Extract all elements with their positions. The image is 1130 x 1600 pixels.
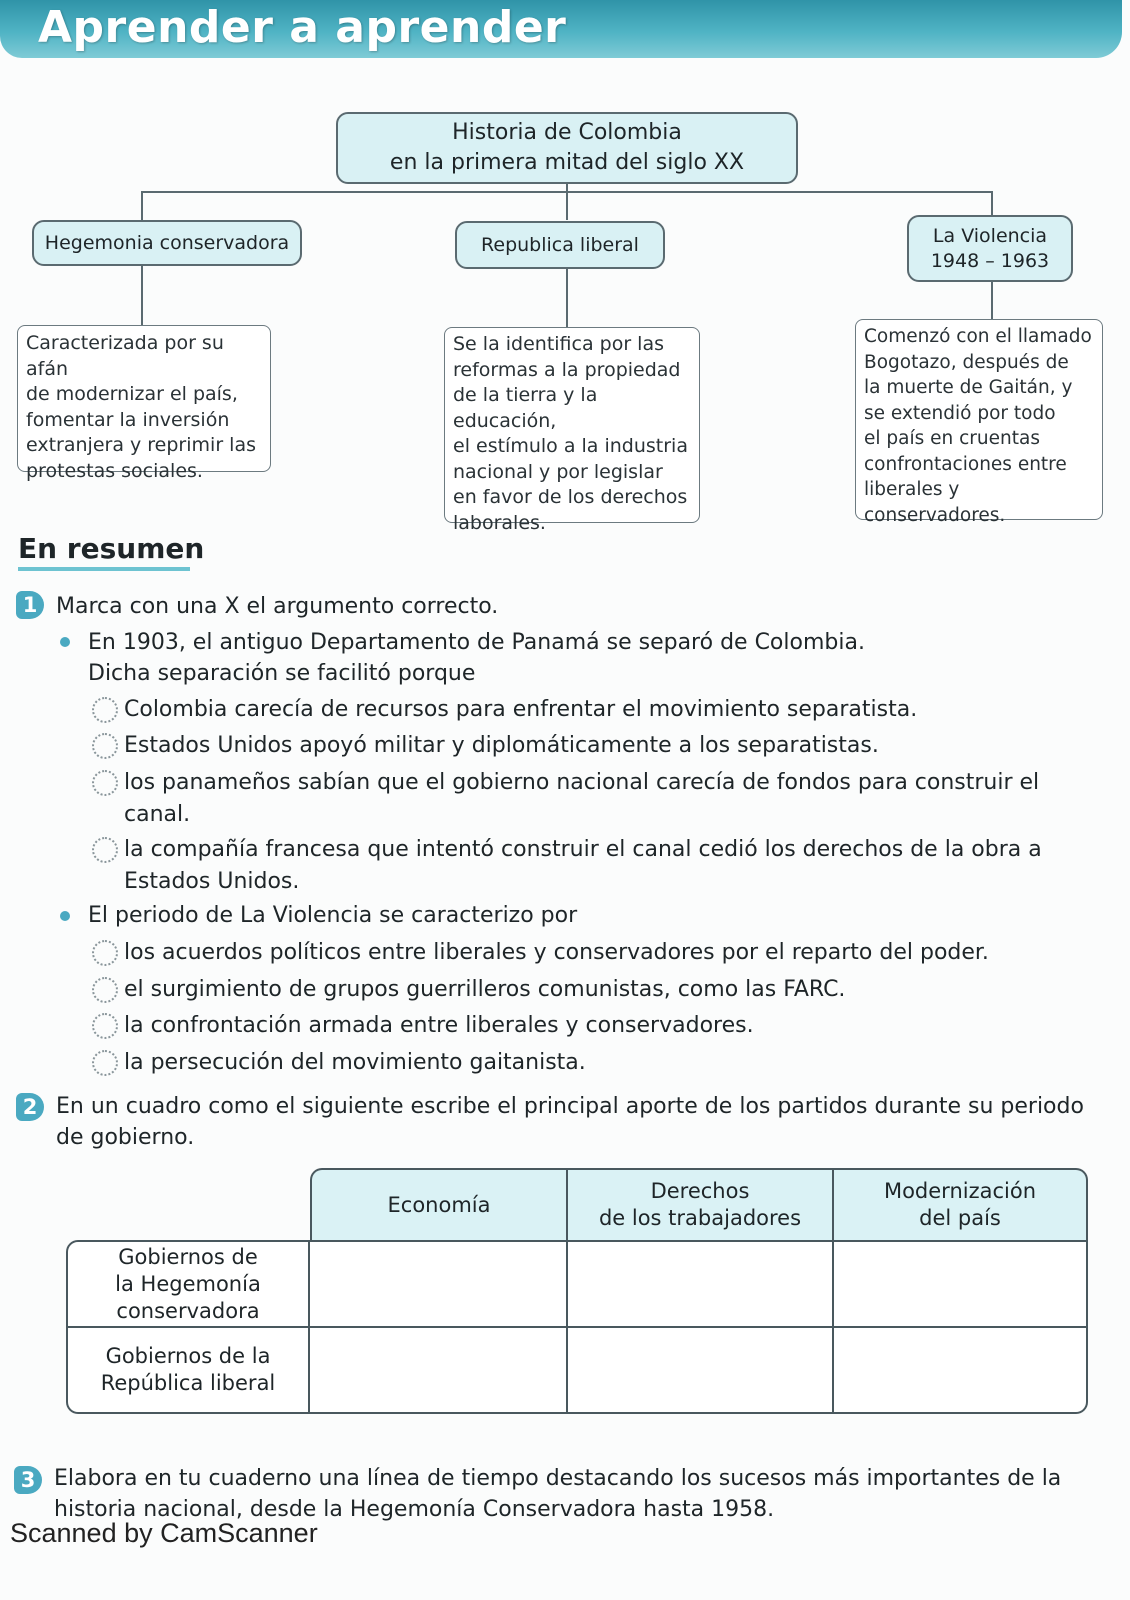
desc-line: protestas sociales. <box>26 459 203 482</box>
desc-line: de modernizar el país, <box>26 383 238 405</box>
desc-line: reformas a la propiedad <box>453 358 681 381</box>
answer-cell[interactable] <box>310 1328 568 1414</box>
header-line: Economía <box>387 1192 491 1217</box>
connector-right-down <box>991 191 993 215</box>
option-checkbox[interactable] <box>92 770 118 796</box>
desc-line: la muerte de Gaitán, y <box>864 377 1073 398</box>
option-line: la compañía francesa que intentó construir el canal cedió los derechos de la obra a <box>124 837 1042 862</box>
prompt-line: historia nacional, desde la Hegemonía Conservadora hasta 1958. <box>54 1497 775 1522</box>
desc-line: Comenzó con el llamado <box>864 326 1092 347</box>
row-label-line: conservadora <box>116 1298 260 1323</box>
lead-line: Dicha separación se facilitó porque <box>88 661 476 686</box>
row-label-line: Gobiernos de <box>118 1244 258 1269</box>
option-line: los panameños sabían que el gobierno nacional carecía de fondos para construir el <box>124 770 1040 795</box>
option-text: el surgimiento de grupos guerrilleros comunistas, como las FARC. <box>124 977 846 1002</box>
option-checkbox[interactable] <box>92 940 118 966</box>
desc-line: fomentar la inversión <box>26 408 230 431</box>
desc-line: Se la identifica por las <box>453 333 665 355</box>
desc-line: el país en cruentas <box>864 428 1040 449</box>
desc-line: Caracterizada por su afán <box>26 332 224 380</box>
option-text <box>124 767 1039 831</box>
table-row <box>66 1240 1088 1328</box>
row-header-republica <box>66 1328 310 1414</box>
option-checkbox[interactable] <box>92 977 118 1003</box>
scanner-watermark: Scanned by CamScanner <box>10 1518 318 1548</box>
header-line: Modernización <box>883 1179 1037 1203</box>
answer-cell[interactable] <box>834 1328 1088 1414</box>
branch-title: Republica liberal <box>481 233 639 256</box>
question-2-prompt <box>56 1091 1126 1153</box>
prompt-line: de gobierno. <box>56 1125 195 1150</box>
root-title-line2: en la primera mitad del siglo XX <box>389 150 745 175</box>
column-header-economia <box>310 1168 568 1240</box>
row-header-hegemonia <box>66 1240 310 1328</box>
desc-line: el estímulo a la industria <box>453 435 688 457</box>
root-title-line1: Historia de Colombia <box>452 120 682 145</box>
answer-cell[interactable] <box>568 1240 834 1328</box>
connector-left-down <box>141 191 143 220</box>
option-checkbox[interactable] <box>92 1013 118 1039</box>
desc-line: nacional y por legislar <box>453 460 663 483</box>
desc-line: laborales. <box>453 511 546 534</box>
desc-republica <box>444 327 700 534</box>
branch-title: La Violencia <box>932 224 1048 247</box>
question-number-badge: 3 <box>14 1466 42 1494</box>
desc-line: en favor de los derechos <box>453 486 688 508</box>
lead-line: En 1903, el antiguo Departamento de Panamá se separó de Colombia. <box>88 630 865 655</box>
option-line: Estados Unidos. <box>124 869 300 894</box>
desc-line: extranjera y reprimir las <box>26 434 256 456</box>
option-text: Colombia carecía de recursos para enfrentar el movimiento separatista. <box>124 697 918 722</box>
option-line: canal. <box>124 802 191 827</box>
row-label-line: la Hegemonía <box>115 1271 261 1296</box>
answer-cell[interactable] <box>834 1240 1088 1328</box>
column-header-modernizacion <box>834 1168 1088 1240</box>
row-label-line: Gobiernos de la <box>105 1344 271 1368</box>
header-line: Derechos <box>650 1179 750 1203</box>
header-line: de los trabajadores <box>598 1206 802 1230</box>
desc-line: se extendió por todo <box>864 402 1056 424</box>
table-header-row <box>66 1168 1088 1240</box>
prompt-line: En un cuadro como el siguiente escribe el principal aporte de los partidos durante su periodo <box>56 1094 1084 1119</box>
bullet-icon <box>60 637 70 647</box>
row-label-line: República liberal <box>100 1371 276 1395</box>
branch-violencia <box>907 215 1073 282</box>
option-checkbox[interactable] <box>92 697 118 723</box>
q1-item2-lead: El periodo de La Violencia se caracterizo por <box>88 903 578 928</box>
answer-cell[interactable] <box>310 1240 568 1328</box>
q1-item1-lead <box>88 627 865 689</box>
desc-line: Bogotazo, después de <box>864 351 1069 373</box>
section-underline <box>18 567 190 571</box>
branch-hegemonia <box>32 220 302 266</box>
desc-line: liberales y conservadores. <box>864 479 1006 526</box>
question-number-badge: 2 <box>16 1093 44 1121</box>
prompt-line: Elabora en tu cuaderno una línea de tiempo destacando los sucesos más importantes de la <box>54 1466 1062 1491</box>
connector-left-desc <box>141 265 143 325</box>
option-text: la persecución del movimiento gaitanista. <box>124 1050 586 1075</box>
table-corner <box>66 1168 310 1240</box>
table-row <box>66 1328 1088 1414</box>
section-title: En resumen <box>18 532 205 565</box>
answer-cell[interactable] <box>568 1328 834 1414</box>
question-number-badge: 1 <box>16 591 44 619</box>
branch-title: Hegemonia conservadora <box>44 231 290 254</box>
page-title: Aprender a aprender <box>38 2 567 53</box>
desc-line: confrontaciones entre <box>864 453 1067 475</box>
connector-center-down <box>566 191 568 220</box>
bullet-icon <box>60 911 70 921</box>
connector-center-desc <box>566 268 568 327</box>
desc-line: de la tierra y la educación, <box>453 384 598 432</box>
option-text: Estados Unidos apoyó militar y diplomáticamente a los separatistas. <box>124 733 879 758</box>
question-3-prompt <box>54 1463 1124 1525</box>
option-text: la confrontación armada entre liberales y conservadores. <box>124 1013 754 1038</box>
desc-hegemonia <box>17 325 271 482</box>
connector-right-desc <box>991 281 993 319</box>
question-1-prompt: Marca con una X el argumento correcto. <box>56 594 499 619</box>
branch-republica <box>455 221 665 269</box>
desc-violencia <box>855 319 1103 526</box>
contributions-table <box>66 1168 1088 1414</box>
option-checkbox[interactable] <box>92 1050 118 1076</box>
header-line: del país <box>919 1206 1001 1230</box>
option-checkbox[interactable] <box>92 733 118 759</box>
branch-dates: 1948 – 1963 <box>930 249 1050 272</box>
option-checkbox[interactable] <box>92 837 118 863</box>
option-text: los acuerdos políticos entre liberales y conservadores por el reparto del poder. <box>124 940 989 965</box>
column-header-derechos <box>568 1168 834 1240</box>
concept-map-root <box>336 112 798 184</box>
option-text <box>124 834 1042 898</box>
